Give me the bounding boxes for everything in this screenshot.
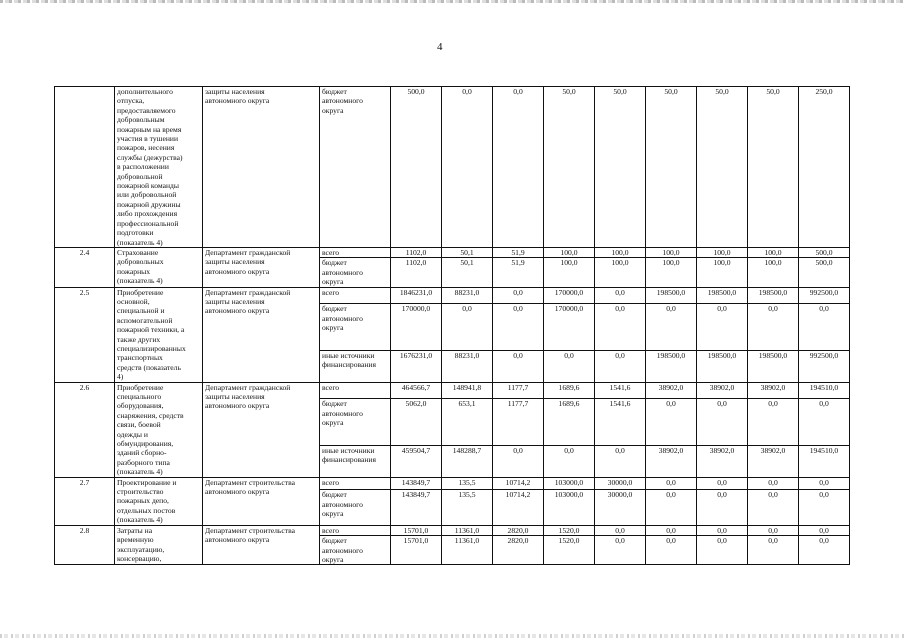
amount-cell: 0,0	[799, 304, 850, 351]
amount-cell: 103000,0	[544, 490, 595, 525]
amount-cell: 1102,0	[391, 247, 442, 257]
amount-cell: 0,0	[595, 304, 646, 351]
amount-cell: 0,0	[646, 490, 697, 525]
amount-cell: 0,0	[646, 536, 697, 565]
amount-cell: 0,0	[493, 287, 544, 304]
amount-cell: 0,0	[748, 477, 799, 490]
scan-top-edge	[0, 0, 905, 3]
executor-name: Департамент строительства автономного округа	[203, 477, 320, 525]
amount-cell: 143849,7	[391, 477, 442, 490]
amount-cell: 1177,7	[493, 382, 544, 399]
amount-cell: 51,9	[493, 247, 544, 257]
amount-cell: 88231,0	[442, 287, 493, 304]
row-index: 2.8	[55, 525, 115, 565]
amount-cell: 500,0	[391, 87, 442, 248]
amount-cell: 0,0	[748, 536, 799, 565]
amount-cell: 170000,0	[544, 304, 595, 351]
amount-cell: 1102,0	[391, 258, 442, 287]
amount-cell: 500,0	[799, 247, 850, 257]
amount-cell: 198500,0	[646, 350, 697, 382]
funding-source: бюджет автономного округа	[320, 258, 391, 287]
amount-cell: 653,1	[442, 399, 493, 446]
amount-cell: 38902,0	[697, 382, 748, 399]
amount-cell: 1846231,0	[391, 287, 442, 304]
amount-cell: 0,0	[442, 304, 493, 351]
amount-cell: 992500,0	[799, 350, 850, 382]
amount-cell: 148941,8	[442, 382, 493, 399]
amount-cell: 100,0	[697, 247, 748, 257]
amount-cell: 50,0	[748, 87, 799, 248]
funding-source: бюджет автономного округа	[320, 490, 391, 525]
amount-cell: 50,1	[442, 247, 493, 257]
amount-cell: 1689,6	[544, 382, 595, 399]
scan-bottom-edge	[0, 634, 905, 638]
amount-cell: 0,0	[697, 477, 748, 490]
funding-source: всего	[320, 382, 391, 399]
amount-cell: 1689,6	[544, 399, 595, 446]
funding-source: бюджет автономного округа	[320, 536, 391, 565]
amount-cell: 500,0	[799, 258, 850, 287]
amount-cell: 135,5	[442, 477, 493, 490]
amount-cell: 194510,0	[799, 382, 850, 399]
amount-cell: 100,0	[595, 258, 646, 287]
amount-cell: 0,0	[646, 525, 697, 535]
table-row	[55, 477, 850, 490]
amount-cell: 143849,7	[391, 490, 442, 525]
amount-cell: 1520,0	[544, 525, 595, 535]
amount-cell: 198500,0	[697, 350, 748, 382]
amount-cell: 0,0	[595, 536, 646, 565]
amount-cell: 135,5	[442, 490, 493, 525]
amount-cell: 38902,0	[697, 445, 748, 477]
row-index: 2.7	[55, 477, 115, 525]
amount-cell: 100,0	[697, 258, 748, 287]
amount-cell: 0,0	[799, 525, 850, 535]
amount-cell: 30000,0	[595, 490, 646, 525]
amount-cell: 170000,0	[391, 304, 442, 351]
amount-cell: 10714,2	[493, 490, 544, 525]
amount-cell: 88231,0	[442, 350, 493, 382]
amount-cell: 198500,0	[697, 287, 748, 304]
amount-cell: 0,0	[799, 399, 850, 446]
amount-cell: 0,0	[646, 399, 697, 446]
amount-cell: 1177,7	[493, 399, 544, 446]
amount-cell: 100,0	[748, 247, 799, 257]
amount-cell: 100,0	[544, 247, 595, 257]
funding-source: бюджет автономного округа	[320, 399, 391, 446]
amount-cell: 0,0	[493, 350, 544, 382]
amount-cell: 51,9	[493, 258, 544, 287]
amount-cell: 50,0	[544, 87, 595, 248]
amount-cell: 100,0	[595, 247, 646, 257]
amount-cell: 103000,0	[544, 477, 595, 490]
table-body	[55, 87, 850, 565]
amount-cell: 148288,7	[442, 445, 493, 477]
amount-cell: 100,0	[748, 258, 799, 287]
amount-cell: 250,0	[799, 87, 850, 248]
executor-name: Департамент гражданской защиты населения автономного округа	[203, 247, 320, 287]
amount-cell: 0,0	[493, 445, 544, 477]
table-row	[55, 525, 850, 535]
amount-cell: 0,0	[799, 536, 850, 565]
amount-cell: 0,0	[595, 445, 646, 477]
amount-cell: 0,0	[697, 536, 748, 565]
amount-cell: 1541,6	[595, 399, 646, 446]
amount-cell: 38902,0	[748, 445, 799, 477]
row-index: 2.6	[55, 382, 115, 477]
row-index: 2.4	[55, 247, 115, 287]
amount-cell: 0,0	[697, 525, 748, 535]
amount-cell: 5062,0	[391, 399, 442, 446]
amount-cell: 0,0	[493, 87, 544, 248]
amount-cell: 198500,0	[748, 350, 799, 382]
budget-table	[54, 86, 850, 565]
amount-cell: 30000,0	[595, 477, 646, 490]
amount-cell: 0,0	[748, 304, 799, 351]
amount-cell: 2820,0	[493, 525, 544, 535]
amount-cell: 50,0	[697, 87, 748, 248]
amount-cell: 11361,0	[442, 525, 493, 535]
amount-cell: 0,0	[799, 490, 850, 525]
measure-description: Проектирование и строительство пожарных депо, отдельных постов (показатель 4)	[115, 477, 203, 525]
measure-description: Страхование добровольных пожарных (показатель 4)	[115, 247, 203, 287]
executor-name: Департамент строительства автономного округа	[203, 525, 320, 565]
page-number: 4	[437, 41, 443, 53]
row-index	[55, 87, 115, 248]
measure-description: дополнительного отпуска, предоставляемого добровольным пожарным на время участия в тушении пожаров, несения службы (дежурства) в расположении добровольной пожарной команды или добровольной пожарной дружины либо прохождения профессиональной подготовки (показатель 4)	[115, 87, 203, 248]
executor-name: Департамент гражданской защиты населения автономного округа	[203, 287, 320, 382]
measure-description: Приобретение специального оборудования, снаряжения, средств связи, боевой одежды и обмундирования, зданий сборно- разборного типа (показатель 4)	[115, 382, 203, 477]
amount-cell: 170000,0	[544, 287, 595, 304]
amount-cell: 15701,0	[391, 525, 442, 535]
funding-source: всего	[320, 477, 391, 490]
amount-cell: 0,0	[646, 477, 697, 490]
amount-cell: 100,0	[544, 258, 595, 287]
amount-cell: 38902,0	[748, 382, 799, 399]
amount-cell: 198500,0	[646, 287, 697, 304]
amount-cell: 464566,7	[391, 382, 442, 399]
amount-cell: 0,0	[544, 445, 595, 477]
amount-cell: 0,0	[493, 304, 544, 351]
funding-source: бюджет автономного округа	[320, 304, 391, 351]
measure-description: Приобретение основной, специальной и вспомогательной пожарной техники, а также других специализированных транспортных средств (показатель 4)	[115, 287, 203, 382]
amount-cell: 38902,0	[646, 445, 697, 477]
amount-cell: 0,0	[595, 350, 646, 382]
amount-cell: 11361,0	[442, 536, 493, 565]
amount-cell: 1520,0	[544, 536, 595, 565]
funding-source: всего	[320, 247, 391, 257]
amount-cell: 198500,0	[748, 287, 799, 304]
table-row	[55, 287, 850, 304]
amount-cell: 38902,0	[646, 382, 697, 399]
amount-cell: 0,0	[697, 304, 748, 351]
amount-cell: 1676231,0	[391, 350, 442, 382]
amount-cell: 15701,0	[391, 536, 442, 565]
amount-cell: 0,0	[748, 525, 799, 535]
executor-name: защиты населения автономного округа	[203, 87, 320, 248]
amount-cell: 0,0	[799, 477, 850, 490]
funding-source: бюджет автономного округа	[320, 87, 391, 248]
amount-cell: 992500,0	[799, 287, 850, 304]
amount-cell: 0,0	[697, 490, 748, 525]
amount-cell: 1541,6	[595, 382, 646, 399]
amount-cell: 50,0	[595, 87, 646, 248]
row-index: 2.5	[55, 287, 115, 382]
amount-cell: 459504,7	[391, 445, 442, 477]
amount-cell: 0,0	[442, 87, 493, 248]
amount-cell: 0,0	[748, 399, 799, 446]
amount-cell: 194510,0	[799, 445, 850, 477]
amount-cell: 100,0	[646, 258, 697, 287]
table-row	[55, 87, 850, 248]
amount-cell: 0,0	[646, 304, 697, 351]
amount-cell: 0,0	[595, 287, 646, 304]
amount-cell: 0,0	[544, 350, 595, 382]
executor-name: Департамент гражданской защиты населения автономного округа	[203, 382, 320, 477]
amount-cell: 50,0	[646, 87, 697, 248]
table-row	[55, 247, 850, 257]
amount-cell: 0,0	[595, 525, 646, 535]
funding-source: иные источники финансирования	[320, 445, 391, 477]
amount-cell: 2820,0	[493, 536, 544, 565]
funding-source: всего	[320, 525, 391, 535]
funding-source: всего	[320, 287, 391, 304]
amount-cell: 0,0	[697, 399, 748, 446]
amount-cell: 100,0	[646, 247, 697, 257]
table-row	[55, 382, 850, 399]
amount-cell: 10714,2	[493, 477, 544, 490]
measure-description: Затраты на временную эксплуатацию, консервацию,	[115, 525, 203, 565]
funding-source: иные источники финансирования	[320, 350, 391, 382]
amount-cell: 0,0	[748, 490, 799, 525]
amount-cell: 50,1	[442, 258, 493, 287]
